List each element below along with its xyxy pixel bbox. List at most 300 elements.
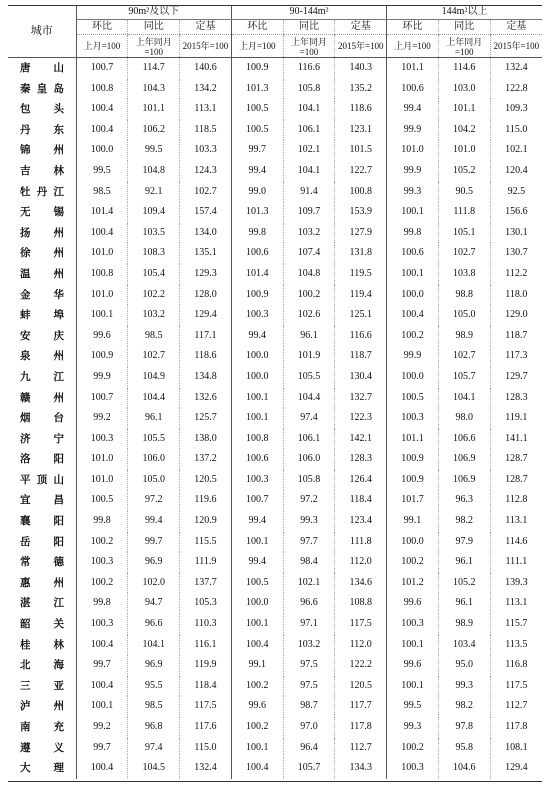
index-value-cell: 112.0 (335, 552, 387, 573)
index-value-cell: 103.2 (128, 305, 180, 326)
index-value-cell: 91.4 (283, 182, 335, 203)
index-value-cell: 118.6 (335, 99, 387, 120)
index-value-cell: 99.9 (387, 120, 439, 141)
index-value-cell: 99.8 (93, 597, 111, 609)
table-row (8, 738, 542, 759)
table-row (8, 202, 542, 223)
index-value-cell: 103.2 (283, 635, 335, 656)
index-value-cell: 100.3 (90, 618, 114, 630)
index-value-cell: 104.2 (438, 120, 490, 141)
index-value-cell: 100.2 (387, 552, 439, 573)
index-value-cell: 109.4 (128, 202, 180, 223)
city-name-cell: 宜昌 (8, 490, 76, 511)
index-value-cell: 95.5 (128, 676, 180, 697)
city-name-cell: 包头 (8, 99, 76, 120)
index-value-cell: 100.0 (231, 367, 283, 388)
index-value-cell: 108.8 (335, 593, 387, 614)
index-value-cell: 99.8 (231, 223, 283, 244)
index-value-cell: 98.7 (283, 696, 335, 717)
index-value-cell: 100.1 (387, 676, 439, 697)
index-value-cell: 99.9 (387, 161, 439, 182)
table-row (8, 696, 542, 717)
city-name-cell: 丹东 (8, 120, 76, 141)
index-value-cell: 100.2 (90, 576, 114, 588)
index-value-cell: 129.4 (490, 758, 542, 779)
index-value-cell: 119.5 (335, 264, 387, 285)
city-name-cell: 金华 (8, 285, 76, 306)
index-value-cell: 134.2 (180, 79, 232, 100)
city-name-cell: 南充 (8, 717, 76, 738)
base-prev-year: 上年同月=100 (283, 35, 335, 58)
index-value-cell: 95.8 (438, 738, 490, 759)
index-value-cell: 97.0 (283, 717, 335, 738)
price-index-table (8, 5, 542, 779)
index-value-cell: 99.6 (387, 655, 439, 676)
table-row (8, 614, 542, 635)
index-value-cell: 100.3 (231, 470, 283, 491)
index-value-cell: 98.9 (438, 614, 490, 635)
index-value-cell: 99.2 (93, 412, 111, 424)
index-value-cell: 100.4 (90, 226, 114, 238)
index-value-cell: 117.6 (180, 717, 232, 738)
index-value-cell: 100.5 (231, 120, 283, 141)
index-value-cell: 104.6 (438, 758, 490, 779)
index-value-cell: 100.6 (231, 449, 283, 470)
index-value-cell: 117.5 (335, 614, 387, 635)
index-value-cell: 113.1 (490, 593, 542, 614)
index-value-cell: 100.3 (387, 758, 439, 779)
table-row (8, 367, 542, 388)
index-value-cell: 132.6 (180, 388, 232, 409)
index-value-cell: 114.6 (490, 532, 542, 553)
table-row (8, 264, 542, 285)
table-row (8, 573, 542, 594)
index-value-cell: 100.9 (231, 285, 283, 306)
index-value-cell: 135.1 (180, 243, 232, 264)
index-value-cell: 107.4 (283, 243, 335, 264)
index-value-cell: 100.9 (387, 470, 439, 491)
index-value-cell: 97.5 (283, 655, 335, 676)
index-value-cell: 104.4 (128, 388, 180, 409)
col-yoy-header: 同比 (283, 20, 335, 35)
base-prev-month: 上月=100 (231, 35, 283, 58)
index-value-cell: 99.7 (128, 532, 180, 553)
index-value-cell: 97.5 (283, 676, 335, 697)
index-value-cell: 116.6 (335, 326, 387, 347)
table-row (8, 449, 542, 470)
index-value-cell: 100.0 (387, 285, 439, 306)
index-value-cell: 99.1 (231, 655, 283, 676)
base-prev-year: 上年同月=100 (128, 35, 180, 58)
index-value-cell: 103.8 (438, 264, 490, 285)
index-value-cell: 120.5 (335, 676, 387, 697)
col-yoy-header: 同比 (128, 20, 180, 35)
index-value-cell: 100.6 (387, 243, 439, 264)
index-value-cell: 112.2 (490, 264, 542, 285)
table-row (8, 305, 542, 326)
table-row (8, 429, 542, 450)
index-value-cell: 99.7 (93, 741, 111, 753)
index-value-cell: 101.1 (438, 99, 490, 120)
index-value-cell: 101.2 (387, 573, 439, 594)
table-row (8, 408, 542, 429)
index-value-cell: 122.2 (335, 655, 387, 676)
city-name-cell: 秦皇岛 (8, 79, 76, 100)
index-value-cell: 103.2 (283, 223, 335, 244)
city-name-cell: 惠州 (8, 573, 76, 594)
index-value-cell: 113.1 (490, 511, 542, 532)
index-value-cell: 103.3 (180, 140, 232, 161)
index-value-cell: 96.3 (438, 490, 490, 511)
index-value-cell: 128.7 (490, 470, 542, 491)
index-value-cell: 96.9 (128, 655, 180, 676)
index-value-cell: 100.2 (283, 285, 335, 306)
index-value-cell: 100.9 (387, 449, 439, 470)
index-value-cell: 118.4 (335, 490, 387, 511)
index-value-cell: 124.3 (180, 161, 232, 182)
city-name-cell: 扬州 (8, 223, 76, 244)
index-value-cell: 99.8 (93, 515, 111, 527)
index-value-cell: 100.2 (231, 676, 283, 697)
index-value-cell: 101.4 (231, 264, 283, 285)
col-mom-header: 环比 (231, 20, 283, 35)
index-value-cell: 96.6 (128, 614, 180, 635)
index-value-cell: 120.5 (180, 470, 232, 491)
index-value-cell: 106.9 (438, 470, 490, 491)
index-value-cell: 100.6 (231, 243, 283, 264)
index-value-cell: 157.4 (180, 202, 232, 223)
index-value-cell: 116.1 (180, 635, 232, 656)
index-value-cell: 92.1 (128, 182, 180, 203)
index-value-cell: 127.9 (335, 223, 387, 244)
index-value-cell: 118.4 (180, 676, 232, 697)
index-value-cell: 100.0 (90, 144, 114, 156)
index-value-cell: 99.7 (93, 659, 111, 671)
index-value-cell: 100.4 (231, 635, 283, 656)
index-value-cell: 104.5 (128, 758, 180, 779)
index-value-cell: 100.7 (90, 62, 114, 73)
index-value-cell: 106.9 (438, 449, 490, 470)
index-value-cell: 100.4 (90, 638, 114, 650)
index-value-cell: 156.6 (490, 202, 542, 223)
table-row (8, 511, 542, 532)
index-value-cell: 119.4 (335, 285, 387, 306)
index-value-cell: 100.0 (387, 367, 439, 388)
index-value-cell: 100.1 (387, 635, 439, 656)
city-name-cell: 九江 (8, 367, 76, 388)
index-value-cell: 101.7 (387, 490, 439, 511)
index-value-cell: 104.1 (128, 635, 180, 656)
index-value-cell: 100.8 (231, 429, 283, 450)
index-value-cell: 100.9 (90, 350, 114, 362)
index-value-cell: 100.4 (90, 679, 114, 691)
city-name-cell: 锦州 (8, 140, 76, 161)
index-value-cell: 112.8 (490, 490, 542, 511)
index-value-cell: 129.4 (180, 305, 232, 326)
city-name-cell: 温州 (8, 264, 76, 285)
city-name-cell: 平顶山 (8, 470, 76, 491)
index-value-cell: 90.5 (438, 182, 490, 203)
index-value-cell: 96.1 (283, 326, 335, 347)
index-value-cell: 112.7 (490, 696, 542, 717)
index-value-cell: 128.0 (180, 285, 232, 306)
index-value-cell: 96.4 (283, 738, 335, 759)
index-value-cell: 111.8 (335, 532, 387, 553)
city-name-cell: 泉州 (8, 346, 76, 367)
index-value-cell: 100.5 (231, 573, 283, 594)
index-value-cell: 100.5 (387, 388, 439, 409)
index-value-cell: 106.1 (283, 120, 335, 141)
index-value-cell: 114.7 (128, 58, 180, 79)
index-value-cell: 99.7 (231, 140, 283, 161)
index-value-cell: 102.1 (283, 140, 335, 161)
index-value-cell: 99.3 (387, 717, 439, 738)
index-value-cell: 115.5 (180, 532, 232, 553)
city-name-cell: 岳阳 (8, 532, 76, 553)
index-value-cell: 105.5 (283, 367, 335, 388)
table-row (8, 223, 542, 244)
group-header-large: 144m²以上 (387, 5, 542, 20)
index-value-cell: 100.7 (231, 490, 283, 511)
index-value-cell: 139.3 (490, 573, 542, 594)
index-value-cell: 102.7 (438, 243, 490, 264)
index-value-cell: 153.9 (335, 202, 387, 223)
table-row (8, 79, 542, 100)
index-value-cell: 97.2 (283, 490, 335, 511)
index-value-cell: 95.0 (438, 655, 490, 676)
city-name-cell: 赣州 (8, 388, 76, 409)
index-value-cell: 99.4 (231, 552, 283, 573)
index-value-cell: 126.4 (335, 470, 387, 491)
col-yoy-header: 同比 (438, 20, 490, 35)
index-value-cell: 105.2 (438, 573, 490, 594)
index-value-cell: 102.7 (180, 182, 232, 203)
index-value-cell: 119.9 (180, 655, 232, 676)
city-column-header: 城市 (8, 5, 76, 58)
city-name-cell: 泸州 (8, 696, 76, 717)
index-value-cell: 117.1 (180, 326, 232, 347)
index-value-cell: 140.6 (180, 58, 232, 79)
index-value-cell: 140.3 (335, 58, 387, 79)
index-value-cell: 100.8 (335, 182, 387, 203)
index-value-cell: 97.1 (283, 614, 335, 635)
index-value-cell: 112.7 (335, 738, 387, 759)
index-value-cell: 100.3 (231, 305, 283, 326)
group-header-medium: 90-144m² (231, 5, 386, 20)
index-value-cell: 105.0 (128, 470, 180, 491)
index-value-cell: 114.6 (438, 58, 490, 79)
index-value-cell: 100.4 (387, 305, 439, 326)
index-value-cell: 101.9 (283, 346, 335, 367)
city-name-cell: 吉林 (8, 161, 76, 182)
index-value-cell: 98.4 (283, 552, 335, 573)
index-value-cell: 122.7 (335, 161, 387, 182)
index-value-cell: 101.0 (438, 140, 490, 161)
table-row (8, 593, 542, 614)
table-row (8, 99, 542, 120)
index-value-cell: 111.9 (180, 552, 232, 573)
index-value-cell: 100.0 (387, 532, 439, 553)
index-value-cell: 108.3 (128, 243, 180, 264)
index-value-cell: 99.6 (387, 593, 439, 614)
index-value-cell: 105.7 (438, 367, 490, 388)
city-name-cell: 洛阳 (8, 449, 76, 470)
index-value-cell: 105.1 (438, 223, 490, 244)
index-value-cell: 100.4 (231, 758, 283, 779)
table-row (8, 58, 542, 79)
index-value-cell: 128.3 (490, 388, 542, 409)
index-value-cell: 100.1 (231, 532, 283, 553)
index-value-cell: 99.3 (387, 182, 439, 203)
index-value-cell: 100.1 (231, 614, 283, 635)
index-value-cell: 104.1 (438, 388, 490, 409)
table-body (8, 58, 542, 779)
base-prev-month: 上月=100 (76, 35, 128, 58)
base-prev-year: 上年同月=100 (438, 35, 490, 58)
index-value-cell: 117.5 (490, 676, 542, 697)
index-value-cell: 113.1 (180, 99, 232, 120)
index-value-cell: 120.9 (180, 511, 232, 532)
index-value-cell: 100.5 (231, 99, 283, 120)
index-value-cell: 98.5 (128, 326, 180, 347)
index-value-cell: 100.4 (90, 762, 114, 774)
index-value-cell: 101.1 (128, 99, 180, 120)
index-value-cell: 120.4 (490, 161, 542, 182)
index-value-cell: 118.5 (180, 120, 232, 141)
index-value-cell: 104.9 (128, 367, 180, 388)
city-name-cell: 常德 (8, 552, 76, 573)
index-value-cell: 125.1 (335, 305, 387, 326)
index-value-cell: 97.4 (283, 408, 335, 429)
city-name-cell: 北海 (8, 655, 76, 676)
index-value-cell: 100.3 (387, 614, 439, 635)
index-value-cell: 105.5 (128, 429, 180, 450)
index-value-cell: 117.3 (490, 346, 542, 367)
col-base-header: 定基 (490, 20, 542, 35)
index-value-cell: 100.6 (387, 79, 439, 100)
table-row (8, 532, 542, 553)
index-value-cell: 108.1 (490, 738, 542, 759)
index-value-cell: 101.0 (90, 473, 114, 485)
index-value-cell: 102.7 (438, 346, 490, 367)
index-value-cell: 117.8 (335, 717, 387, 738)
table-row (8, 182, 542, 203)
index-value-cell: 141.1 (490, 429, 542, 450)
index-value-cell: 99.4 (231, 326, 283, 347)
index-value-cell: 99.1 (387, 511, 439, 532)
index-value-cell: 101.1 (387, 429, 439, 450)
index-value-cell: 122.8 (490, 79, 542, 100)
index-value-cell: 97.2 (128, 490, 180, 511)
index-value-cell: 129.0 (490, 305, 542, 326)
index-value-cell: 104.1 (283, 161, 335, 182)
index-value-cell: 101.1 (387, 58, 439, 79)
index-value-cell: 115.0 (180, 738, 232, 759)
index-value-cell: 98.2 (438, 696, 490, 717)
table-row (8, 326, 542, 347)
index-value-cell: 105.8 (283, 470, 335, 491)
index-value-cell: 105.8 (283, 79, 335, 100)
index-value-cell: 100.4 (90, 103, 114, 115)
index-value-cell: 117.8 (490, 717, 542, 738)
index-value-cell: 142.1 (335, 429, 387, 450)
index-value-cell: 128.7 (490, 449, 542, 470)
index-value-cell: 122.3 (335, 408, 387, 429)
index-value-cell: 134.8 (180, 367, 232, 388)
index-value-cell: 100.2 (90, 535, 114, 547)
index-value-cell: 102.7 (128, 346, 180, 367)
index-value-cell: 100.0 (231, 346, 283, 367)
city-name-cell: 大理 (8, 758, 76, 779)
col-mom-header: 环比 (387, 20, 439, 35)
index-value-cell: 98.8 (438, 285, 490, 306)
base-2015: 2015年=100 (180, 35, 232, 58)
table-row (8, 655, 542, 676)
index-value-cell: 104.8 (283, 264, 335, 285)
index-value-cell: 105.4 (128, 264, 180, 285)
index-value-cell: 99.2 (93, 721, 111, 732)
index-value-cell: 106.1 (283, 429, 335, 450)
index-value-cell: 97.9 (438, 532, 490, 553)
index-value-cell: 117.5 (180, 696, 232, 717)
index-value-cell: 99.4 (387, 99, 439, 120)
index-value-cell: 119.6 (180, 490, 232, 511)
city-name-cell: 无锡 (8, 202, 76, 223)
index-value-cell: 101.0 (90, 453, 114, 465)
index-value-cell: 132.4 (180, 758, 232, 779)
index-value-cell: 111.8 (438, 202, 490, 223)
index-value-cell: 104.4 (283, 388, 335, 409)
city-name-cell: 襄阳 (8, 511, 76, 532)
index-value-cell: 130.7 (490, 243, 542, 264)
index-value-cell: 100.8 (90, 82, 114, 94)
index-value-cell: 109.3 (490, 99, 542, 120)
index-value-cell: 100.2 (387, 326, 439, 347)
city-name-cell: 蚌埠 (8, 305, 76, 326)
index-value-cell: 102.6 (283, 305, 335, 326)
index-value-cell: 99.3 (438, 676, 490, 697)
index-value-cell: 99.5 (128, 140, 180, 161)
index-value-cell: 100.1 (387, 264, 439, 285)
index-value-cell: 130.4 (335, 367, 387, 388)
index-value-cell: 132.4 (490, 58, 542, 79)
index-value-cell: 125.7 (180, 408, 232, 429)
index-value-cell: 118.7 (335, 346, 387, 367)
table-row (8, 758, 542, 779)
index-value-cell: 100.2 (231, 717, 283, 738)
city-name-cell: 烟台 (8, 408, 76, 429)
index-value-cell: 110.3 (180, 614, 232, 635)
table-row (8, 552, 542, 573)
index-value-cell: 101.3 (231, 79, 283, 100)
index-value-cell: 101.0 (387, 140, 439, 161)
index-value-cell: 137.7 (180, 573, 232, 594)
index-value-cell: 96.8 (128, 717, 180, 738)
index-value-cell: 100.9 (231, 58, 283, 79)
index-value-cell: 115.7 (490, 614, 542, 635)
index-value-cell: 104.3 (128, 79, 180, 100)
index-value-cell: 137.2 (180, 449, 232, 470)
index-value-cell: 113.5 (490, 635, 542, 656)
index-value-cell: 98.9 (438, 326, 490, 347)
index-value-cell: 92.5 (490, 182, 542, 203)
table-row (8, 676, 542, 697)
table-row (8, 285, 542, 306)
city-name-cell: 韶关 (8, 614, 76, 635)
index-value-cell: 98.5 (128, 696, 180, 717)
index-value-cell: 99.9 (93, 370, 111, 382)
index-value-cell: 102.0 (128, 573, 180, 594)
